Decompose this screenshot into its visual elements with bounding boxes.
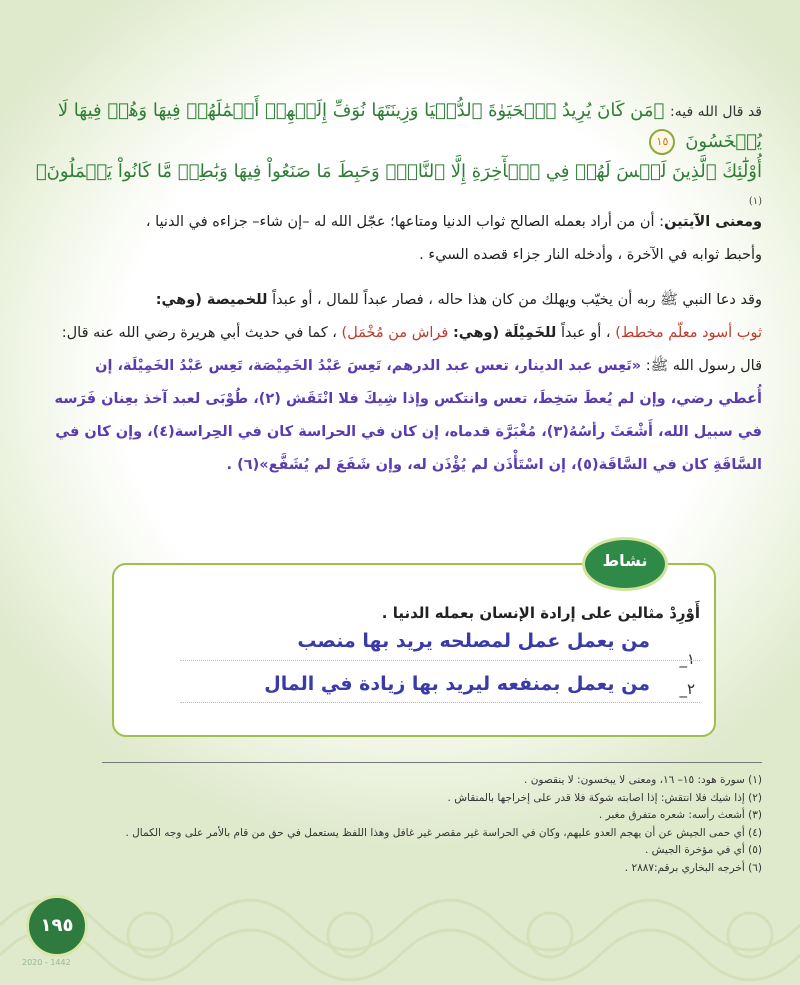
footnote-item: (٦) أخرجه البخاري برقم:٢٨٨٧ .	[624, 861, 762, 874]
khamila-definition: فراش من مُخْمَل)	[341, 325, 449, 341]
hadith-line-2: أُعطي رضي، وإن لم يُعطَ سَخِطَ، تعس وانتكس وإذا شِيكَ فلا انْتَقَش (٢)، طُوْبَى لعبد آخذ بعِنان فَرَسه	[54, 391, 762, 407]
footnote-divider	[102, 762, 762, 763]
meaning-line-1: : أن من أراد بعمله الصالح ثواب الدنيا ومتاعها؛ عجّل الله له –إن شاء– جزاءه في الدنيا ،	[145, 214, 665, 230]
meaning-line-2: وأحبط ثوابه في الآخرة ، وأدخله النار جزاء قصده السيء .	[419, 247, 762, 263]
prophet-line-1: وقد دعا النبي ﷺ ربه أن يخيّب ويهلك من كان هذا حاله ، فصار عبداً للمال ، أو عبداً	[272, 292, 762, 308]
footnote-item: (٢) إذا شيك فلا انتقش: إذا اصابته شوكة فلا قدر على إخراجها بالمنقاش .	[447, 791, 762, 804]
footnote-item: (١) سورة هود: ١٥– ١٦، ومعنى لا يبخسون: لا ينقصون .	[524, 774, 762, 786]
hadith-intro: قال رسول الله ﷺ:	[645, 358, 762, 374]
answer-2-text[interactable]: من يعمل بمنفعه ليريد بها زيادة في المال	[264, 673, 650, 695]
meaning-label: ومعنى الآيتين	[664, 214, 762, 230]
hadith-paragraph	[34, 284, 762, 482]
khamisa-definition: ثوب أسود معلّم مخطط)	[615, 325, 762, 341]
answer-1-number: ١_	[679, 650, 695, 668]
footnotes	[42, 772, 762, 877]
answer-1-text[interactable]: من يعمل عمل لمصلحه يريد بها منصب	[297, 630, 650, 652]
hadith-line-3: في سبيل الله، أَشْعَثَ رأسُهُ(٣)، مُغْبَرَّة قدماه، إن كان في الحراسة كان في الحِراسة(٤)، وإن كان في	[55, 424, 762, 440]
meaning-paragraph	[34, 206, 762, 272]
quran-verse-block	[32, 96, 762, 221]
answer-2-line	[180, 702, 700, 703]
quran-line-1: ﴿مَن كَانَ يُرِيدُ ٱلۡحَيَوٰةَ ٱلدُّنۡيَا وَزِينَتَهَا نُوَفِّ إِلَيۡهِمۡ أَعۡمَٰلَهُمۡ فِيهَا وَهُمۡ فِيهَا لَا يُبۡخَسُونَ	[57, 100, 762, 152]
footnote-item: (٣) أشعث رأسه: شعره متفرق مغبر .	[598, 809, 762, 821]
footnote-item: (٤) أي حمى الجيش عن أن يهجم العدو عليهم، وكان في الحراسة غير مقصر غير غافل وهذا اللفظ يستعمل في حق من قام بالأمر على وجه الكمال .	[125, 826, 762, 839]
hadith-line-1: «تَعِس عبد الدينار، تعس عبد الدرهم، تَعِسَ عَبْدُ الخَمِيْصَة، تَعِس عَبْدُ الخَمِيْلَة، إن	[95, 358, 642, 374]
footnote-item: (٥) أي في مؤخرة الجيش .	[644, 844, 762, 856]
prophet-line-2b: ، أو عبداً	[560, 325, 611, 341]
quran-line-2: أُوْلَٰٓئِكَ ٱلَّذِينَ لَيۡسَ لَهُمۡ فِي ٱلۡأٓخِرَةِ إِلَّا ٱلنَّارُۖ وَحَبِطَ مَا صَنَعُواْ فِيهَا وَبَٰطِلٞ مَّا كَانُواْ يَعۡمَلُونَ﴾	[35, 161, 762, 182]
khamisa-term: للخميصة (وهي:	[155, 292, 268, 308]
activity-question: أَوْرِدْ مثالين على إرادة الإنسان بعمله الدنيا .	[381, 604, 700, 622]
page-number: ١٩٥	[26, 895, 88, 957]
activity-title-badge: نشاط	[582, 537, 668, 591]
answer-2-number: ٢_	[679, 680, 695, 698]
ayah-number-badge: ١٥	[649, 129, 675, 155]
answer-1-line	[180, 660, 700, 661]
edition-label: 2020 - 1442	[22, 958, 71, 967]
hadith-line-4: السَّاقَةِ كان في السَّاقَة(٥)، إن اسْتَأْذَن لم يُؤْذَن له، وإن شَفَعَ لم يُشَفَّع»(٦) .	[226, 457, 762, 473]
footnote-ref: (١)	[748, 196, 762, 207]
quran-intro: قد قال الله فيه:	[670, 104, 762, 120]
khamila-term: للخَمِيْلَة (وهي:	[452, 325, 557, 341]
prophet-line-2d: ، كما في حديث أبي هريرة رضي الله عنه قال:	[61, 325, 337, 341]
